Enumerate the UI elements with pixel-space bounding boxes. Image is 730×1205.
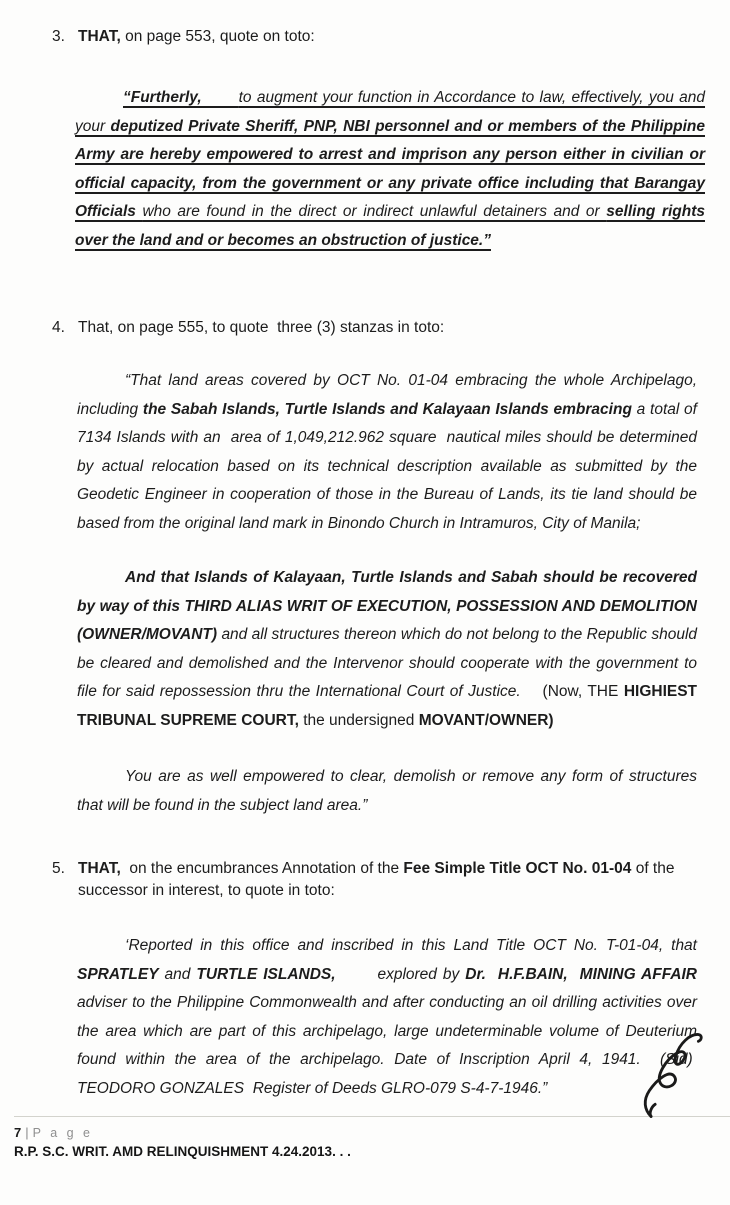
stanza-2-run-1: And that Islands of Kalayaan, Turtle Islands and Sabah should be recovered by way of this THIRD ALIAS WRIT OF EXECUTION, POSSESSION AND DEMOLITION (OWNER/MOVANT) xyxy=(77,569,697,643)
item-5-header-bold-1: THAT, xyxy=(78,860,121,877)
stanza-1-run-3: a total of 7134 Islands with an area of 1,049,212.962 square nautical miles should be determined by actual relocation based on its technical description available as submitted by the Geodetic Engineer in cooperation of those in the Bureau of Lands, its tie land should be based from the original land mark in Binondo Church in Intramuros, City of Manila; xyxy=(77,400,697,532)
quote-553-run-1: “Furtherly, xyxy=(123,89,239,106)
item-3-header-bold: THAT, xyxy=(78,28,121,45)
item-3-header-rest: on page 553, quote on toto: xyxy=(120,28,315,45)
stanza-3-run-1: You are as well empowered to clear, demolish or remove any form of structures that will be found in the subject land area.” xyxy=(77,768,697,814)
item-5-header-rest-2: of the successor in interest, to quote in toto: xyxy=(78,860,675,899)
item-5-number: 5. xyxy=(52,860,65,877)
stanza-2-run-4: HIGHIEST TRIBUNAL SUPREME COURT, xyxy=(77,683,698,729)
item-3-header xyxy=(78,26,704,48)
annotation-run-1: ‘Reported in this office and inscribed in this Land Title OCT No. T-01-04, that xyxy=(125,937,697,954)
stanza-2 xyxy=(77,564,697,735)
stanza-1-run-1: “That land areas covered by OCT No. 01-04 embracing the whole Archipelago, including xyxy=(77,372,697,418)
page-number-separator: | xyxy=(25,1125,29,1140)
annotation-run-2: SPRATLEY xyxy=(77,965,159,983)
list-item-4 xyxy=(52,317,704,339)
item-3-number: 3. xyxy=(52,28,65,45)
stanza-2-run-3: (Now, THE xyxy=(542,683,624,700)
page-word: P a g e xyxy=(32,1126,94,1140)
quote-553-run-3: deputized Private Sheriff, PNP, NBI personnel and or members of the Philippine Army are hereby empowered to arrest and imprison any person either in civilian or official capacity, from the government or any private office including that Barangay Officials xyxy=(75,117,705,220)
footer-divider xyxy=(14,1116,730,1117)
annotation-run-4: TURTLE ISLANDS, xyxy=(196,965,336,983)
page-footer xyxy=(0,1116,730,1205)
signature-scribble-icon xyxy=(626,1022,724,1125)
item-4-number: 4. xyxy=(52,319,65,336)
annotation-run-7: adviser to the Philippine Commonwealth and after conducting an oil drilling activities over the area which are part of this archipelago, large undeterminable volume of Deuterium found within the area of the archipelago. Date of Inscription April 4, 1941. (Sid) TEODORO GONZALES Register of Deeds GLRO-079 S-4-7-1946.” xyxy=(77,994,697,1097)
quote-553-run-2: to augment your function in Accordance to law, effectively, you and your xyxy=(75,89,706,135)
stanza-3 xyxy=(77,763,697,820)
item-4-header: That, on page 555, to quote three (3) stanzas in toto: xyxy=(78,319,445,336)
stanza-2-run-2: and all structures thereon which do not belong to the Republic should be cleared and demolished and the Intervenor should cooperate with the government to file for said repossession thru the International Court of Justice. xyxy=(77,626,698,700)
document-reference: R.P. S.C. WRIT. AMD RELINQUISHMENT 4.24.2013. . . xyxy=(14,1144,351,1159)
item-5-header-bold-2: Fee Simple Title OCT No. 01-04 xyxy=(403,860,632,877)
item-5-header xyxy=(78,858,704,902)
quote-annotation xyxy=(77,932,697,1103)
quote-553-run-5: selling rights over the land and or becomes an obstruction of justice.” xyxy=(75,203,705,249)
quote-553-run-4: who are found in the direct or indirect unlawful detainers and or xyxy=(142,203,607,220)
annotation-run-6: Dr. H.F.BAIN, MINING AFFAIR xyxy=(465,965,698,983)
list-item-5 xyxy=(52,858,704,902)
list-item-3 xyxy=(52,26,704,48)
page-number-line xyxy=(14,1124,730,1142)
stanza-2-run-6: MOVANT/OWNER) xyxy=(418,711,554,729)
page-number: 7 xyxy=(14,1125,22,1140)
quote-page-553 xyxy=(75,84,705,255)
annotation-run-3: and xyxy=(158,965,197,983)
annotation-run-5: explored by xyxy=(335,965,466,983)
stanza-1-run-2: the Sabah Islands, Turtle Islands and Kalayaan Islands embracing xyxy=(142,400,637,418)
item-5-header-rest-1: on the encumbrances Annotation of the xyxy=(120,860,404,877)
stanza-2-run-5: the undersigned xyxy=(298,711,419,729)
stanza-1 xyxy=(77,367,697,538)
